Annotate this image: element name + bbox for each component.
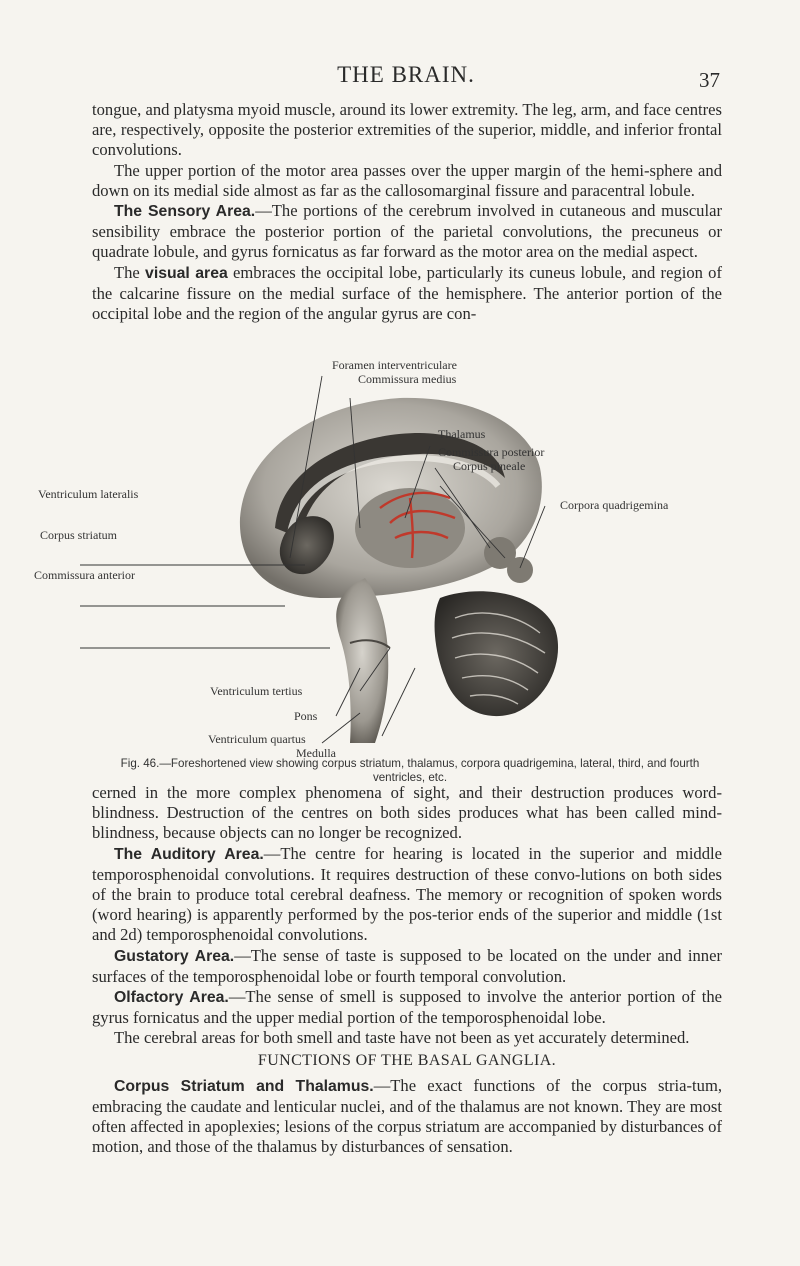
label-commissura-posterior: Commissura posterior [438,445,545,459]
label-ventriculum-lateralis: Ventriculum lateralis [38,487,139,501]
paragraph-motor-centres: tongue, and platysma myoid muscle, around its lower extremity. The leg, arm, and face centres are, respectively, opposite the posterior extremities of the superior, middle, and inferior frontal convolutions. [92,100,722,160]
corpus-striatum-text: —The exact functions of the corpus stria-tum, embracing the caudate and lenticular nuclei, and of the thalamus are not known. They are most often affected in apoplexies; lesions of the corpus striatum are accompanied by disturbances of motion, and those of the thalamus by disturbances of sensation. [92,1075,722,1157]
label-medulla: Medulla [296,746,336,760]
paragraph-corpus-striatum [92,1076,722,1158]
visual-heading: visual area [145,264,228,282]
label-ventriculum-tertius: Ventriculum tertius [210,684,303,698]
olfactory-heading: Olfactory Area. [114,989,229,1007]
paragraph-cerebral-areas: The cerebral areas for both smell and taste have not been as yet accurately determined. [114,1028,690,1048]
top-text-block [92,100,722,324]
page-header [92,62,720,92]
label-commissura-anterior: Commissura anterior [34,568,135,582]
paragraph-sensory [92,201,722,263]
label-pons: Pons [294,709,318,723]
corpus-striatum-heading: Corpus Striatum and Thalamus. [114,1077,374,1095]
brain-illustration [60,358,760,758]
label-corpora-quadrigemina: Corpora quadrigemina [560,498,669,512]
label-thalamus: Thalamus [438,427,486,441]
label-commissura-medius: Commissura medius [358,372,457,386]
basal-ganglia-heading: FUNCTIONS OF THE BASAL GANGLIA. [257,1051,557,1069]
paragraph-auditory [92,844,722,946]
paragraph-visual [92,263,722,325]
gustatory-text: —The sense of taste is supposed to be located on the under and inner surfaces of the temporosphenoidal lobe or fourth temporal convolution. [92,945,722,986]
auditory-heading: The Auditory Area. [114,845,264,863]
label-corpus-pineale: Corpus pineale [453,459,526,473]
paragraph-gustatory [92,946,722,987]
brain-figure [34,358,760,760]
brainstem-shape [336,578,388,743]
label-corpus-striatum: Corpus striatum [40,528,117,542]
visual-prefix: The [114,262,146,282]
running-title: THE BRAIN. [337,62,475,87]
sensory-heading: The Sensory Area. [114,203,256,221]
label-foramen: Foramen interventriculare [332,358,457,372]
label-ventriculum-quartus: Ventriculum quartus [208,732,306,746]
bottom-text-block [92,783,722,1158]
auditory-text: —The centre for hearing is located in the superior and middle temporosphenoidal convolutions. It requires destruction of these convo-lutions on both sides of the brain to produce total cerebral deafness. The memory or recognition of spoken words (word hearing) is apparently performed by the pos-terior ends of the superior and middle (1st and 2d) temporosphenoidal convolutions. [92,843,722,945]
paragraph-olfactory [92,987,722,1028]
figure-caption: Fig. 46.—Foreshortened view showing corpus striatum, thalamus, corpora quadrigemina, lateral, third, and fourth ventricles, etc. [120,757,700,784]
paragraph-motor-upper: The upper portion of the motor area passes over the upper margin of the hemi-sphere and down on its medial side almost as far as the callosomarginal fissure and paracentral lobule. [92,160,722,200]
sensory-text: —The portions of the cerebrum involved in cutaneous and muscular sensibility embrace the posterior portion of the parietal convolutions, the precuneus or quadrate lobule, and gyrus fornicatus as far forward as the motor area on the medial aspect. [92,201,722,262]
olfactory-text: —The sense of smell is supposed to involve the anterior portion of the gyrus fornicatus and the upper medial portion of the temporosphenoidal lobe. [92,987,722,1028]
cerebellum-shape [435,591,558,716]
visual-text: embraces the occipital lobe, particularly its cuneus lobule, and region of the calcarine fissure on the medial surface of the hemisphere. The anterior portion of the occipital lobe and the region of the angular gyrus are con- [92,262,722,324]
gustatory-heading: Gustatory Area. [114,947,235,965]
page-number: 37 [699,68,720,92]
paragraph-continuation: cerned in the more complex phenomena of sight, and their destruction produces word-blindness. Destruction of the centres on both sides produces what has been called mind-blindness, because objects can no longer be recognized. [92,783,722,843]
